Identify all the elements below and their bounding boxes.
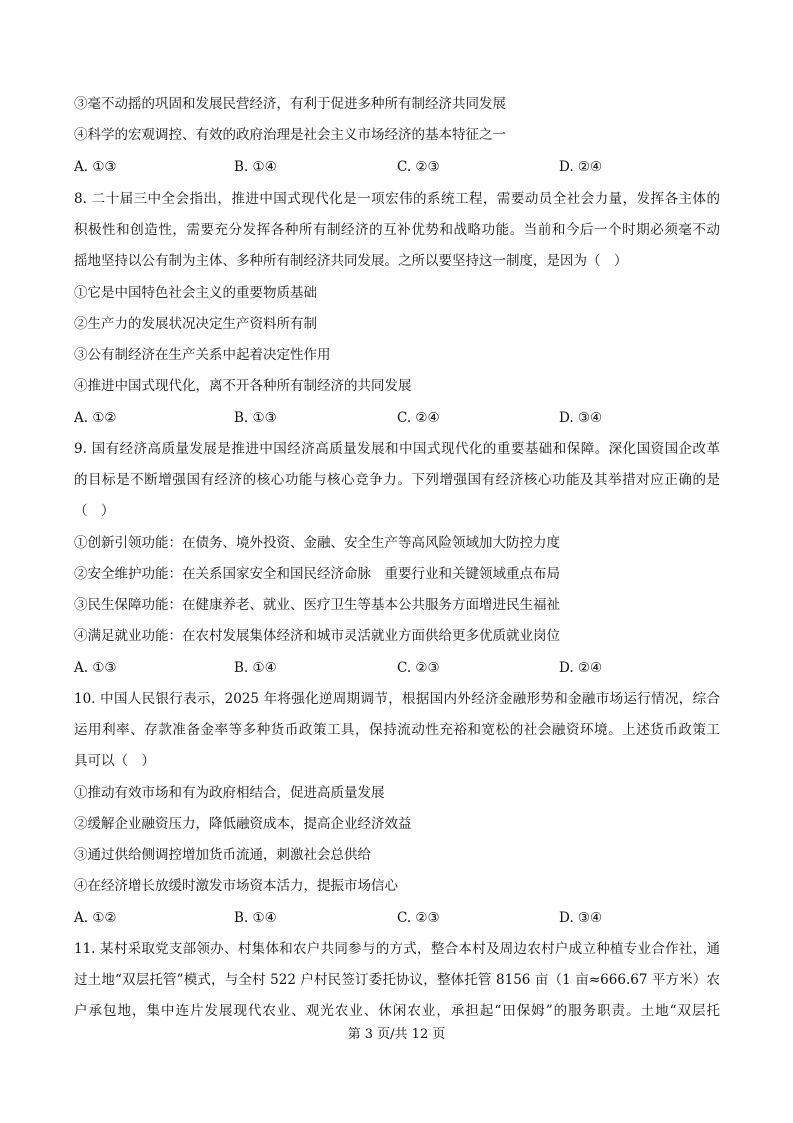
q7-option-c[interactable]: C. ②③ [397,159,440,175]
q11-stem-line-1: 11. 某村采取党支部领办、村集体和农户共同参与的方式，整合本村及周边农村户成立种植专业合作社，通 [74,941,720,957]
q7-option-d[interactable]: D. ②④ [559,159,603,175]
q8-stem-line-1: 8. 二十届三中全会指出，推进中国式现代化是一项宏伟的系统工程，需要动员全社会力量，发挥各主体的 [74,191,720,207]
q8-statement-2: ②生产力的发展状况决定生产资料所有制 [74,316,317,332]
q10-option-c[interactable]: C. ②③ [397,910,440,926]
q10-options [74,909,734,927]
q11-stem-line-3: 户承包地，集中连片发展现代农业、观光农业、休闲农业，承担起“田保姆”的服务职责。土地“双层托 [74,1003,720,1019]
q9-option-c[interactable]: C. ②③ [397,660,440,676]
q9-option-b[interactable]: B. ①④ [234,660,277,676]
q7-statement-4: ④科学的宏观调控、有效的政府治理是社会主义市场经济的基本特征之一 [74,127,506,143]
q9-statement-4: ④满足就业功能：在农村发展集体经济和城市灵活就业方面供给更多优质就业岗位 [74,628,560,644]
q7-options [74,158,734,176]
q9-statement-2: ②安全维护功能：在关系国家安全和国民经济命脉 重要行业和关键领域重点布局 [74,566,560,582]
q8-statement-4: ④推进中国式现代化，离不开各种所有制经济的共同发展 [74,378,412,394]
q7-statement-3: ③毫不动摇的巩固和发展民营经济，有利于促进多种所有制经济共同发展 [74,96,506,112]
q9-option-a[interactable]: A. ①③ [74,660,117,676]
q9-stem-line-3: （ ） [74,503,115,519]
q9-statement-1: ①创新引领功能：在债务、境外投资、金融、安全生产等高风险领域加大防控力度 [74,535,560,551]
q10-stem-line-1: 10. 中国人民银行表示，2025 年将强化逆周期调节，根据国内外经济金融形势和金融市场运行情况，综合 [74,691,720,707]
q8-option-c[interactable]: C. ②④ [397,410,440,426]
q8-stem-line-2: 积极性和创造性，需要充分发挥各种所有制经济的互补优势和战略功能。当前和今后一个时期必须毫不动 [74,222,720,238]
q10-statement-1: ①推动有效市场和有为政府相结合，促进高质量发展 [74,785,385,801]
q9-stem-line-1: 9. 国有经济高质量发展是推进中国经济高质量发展和中国式现代化的重要基础和保障。深化国资国企改革 [74,441,720,457]
q10-option-a[interactable]: A. ①② [74,910,117,926]
q10-option-d[interactable]: D. ③④ [559,910,603,926]
q10-statement-2: ②缓解企业融资压力，降低融资成本，提高企业经济效益 [74,816,412,832]
page-number-footer: 第 3 页/共 12 页 [347,1027,446,1042]
q8-option-a[interactable]: A. ①② [74,410,117,426]
q8-statement-1: ①它是中国特色社会主义的重要物质基础 [74,285,317,301]
q10-statement-3: ③通过供给侧调控增加货币流通，刺激社会总供给 [74,847,371,863]
q7-option-a[interactable]: A. ①③ [74,159,117,175]
q11-stem-line-2: 过土地“双层托管”模式，与全村 522 户村民签订委托协议，整体托管 8156 亩（1 亩≈666.67 平方米）农 [74,972,720,988]
q9-options [74,659,734,677]
q8-option-d[interactable]: D. ③④ [559,410,603,426]
q7-option-b[interactable]: B. ①④ [234,159,277,175]
q10-option-b[interactable]: B. ①④ [234,910,277,926]
q9-statement-3: ③民生保障功能：在健康养老、就业、医疗卫生等基本公共服务方面增进民生福祉 [74,597,560,613]
q10-stem-line-3: 具可以（ ） [74,753,155,769]
q8-options [74,409,734,427]
q9-stem-line-2: 的目标是不断增强国有经济的核心功能与核心竞争力。下列增强国有经济核心功能及其举措对应正确的是 [74,472,720,488]
q8-statement-3: ③公有制经济在生产关系中起着决定性作用 [74,347,331,363]
q8-stem-line-3: 摇地坚持以公有制为主体、多种所有制经济共同发展。之所以要坚持这一制度，是因为（ ） [74,253,628,269]
q10-stem-line-2: 运用利率、存款准备金率等多种货币政策工具，保持流动性充裕和宽松的社会融资环境。上述货币政策工 [74,722,720,738]
q10-statement-4: ④在经济增长放缓时激发市场资本活力，提振市场信心 [74,878,398,894]
q9-option-d[interactable]: D. ②④ [559,660,603,676]
q8-option-b[interactable]: B. ①③ [234,410,277,426]
